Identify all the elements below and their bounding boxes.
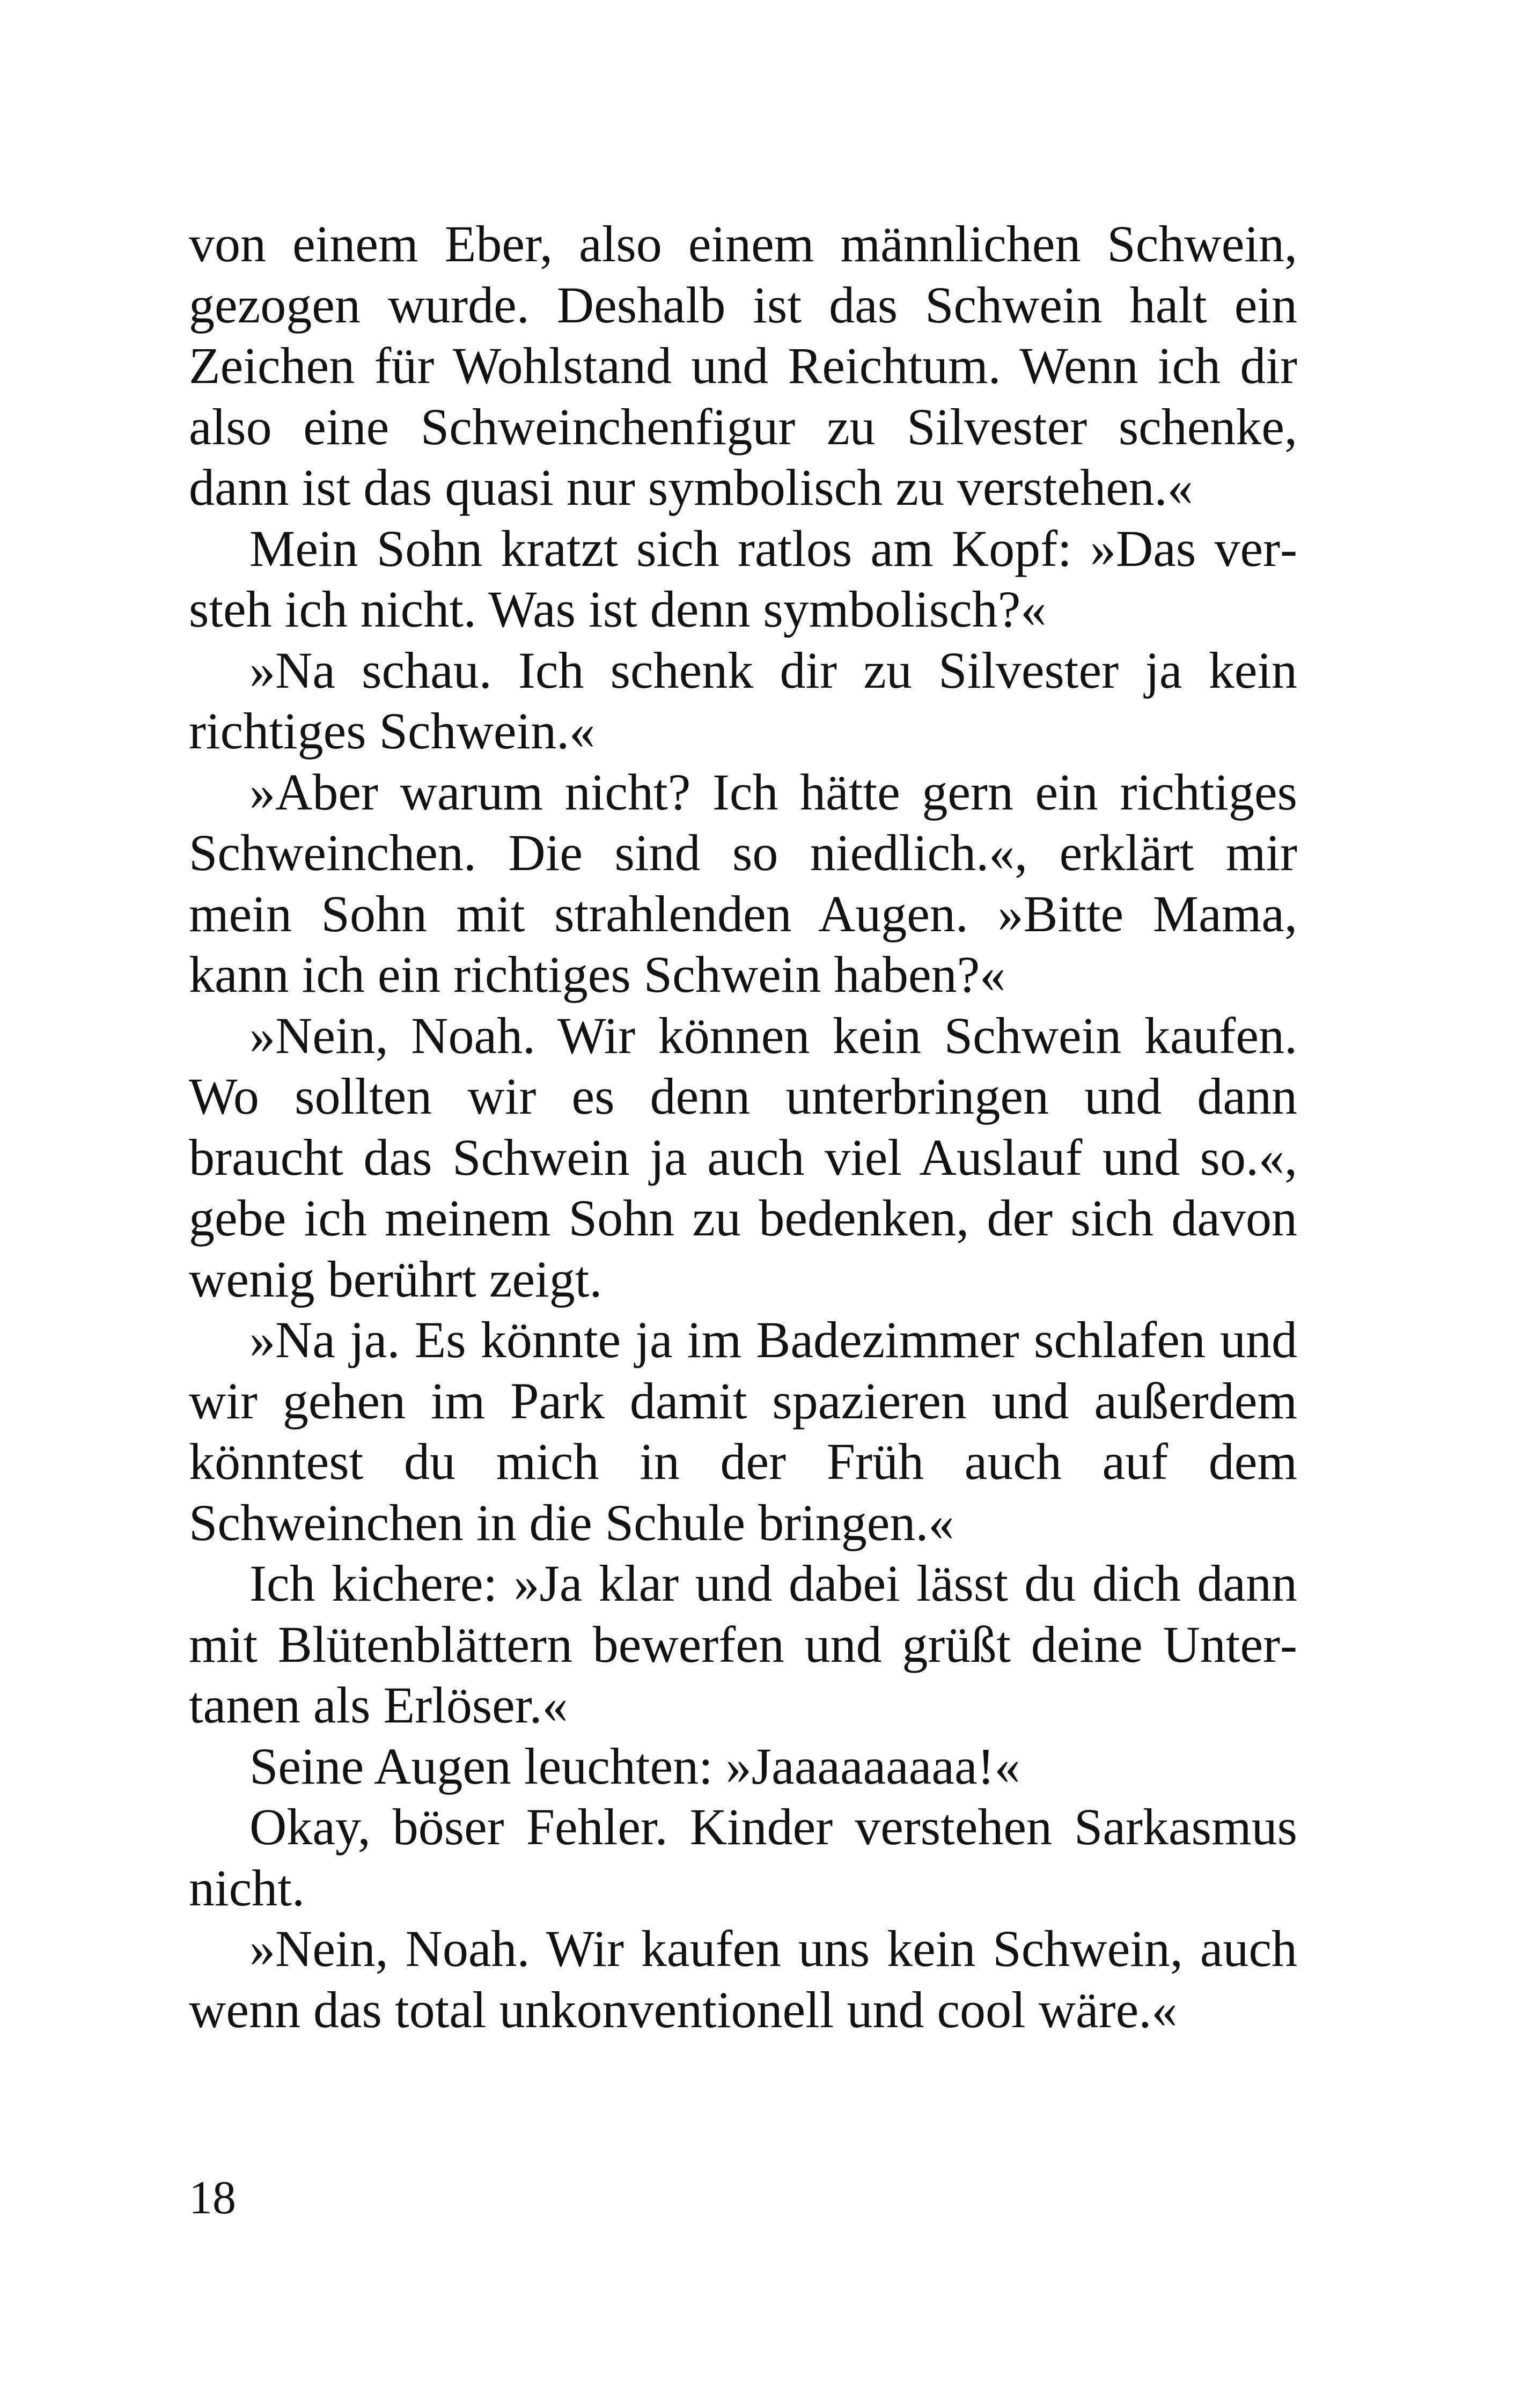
- paragraph: Seine Augen leuchten: »Jaaaaaaaaa!«: [249, 1737, 1020, 1795]
- paragraph: Ich kichere: »Ja klar und dabei lässt du dich dann mit Blütenblättern bewerfen und grüßt deine Untertanen als Erlöser.«: [189, 1555, 1297, 1734]
- paragraph: »Na ja. Es könnte ja im Badezimmer schlafen und wir gehen im Park damit spazieren und außerdem könntest du mich in der Früh auch auf dem Schweinchen in die Schule bringen.«: [189, 1311, 1297, 1551]
- paragraph: »Aber warum nicht? Ich hätte gern ein richtiges Schweinchen. Die sind so niedlich.«, erklärt mir mein Sohn mit strahlenden Augen. »Bitte Mama, kann ich ein richtiges Schwein haben?«: [189, 763, 1297, 1003]
- paragraph: »Na schau. Ich schenk dir zu Silvester ja kein richtiges Schwein.«: [189, 641, 1297, 760]
- body-text: [189, 213, 1297, 2040]
- paragraph: Okay, böser Fehler. Kinder verstehen Sarkasmus nicht.: [189, 1798, 1297, 1917]
- page-number: 18: [189, 2172, 236, 2224]
- paragraph: Mein Sohn kratzt sich ratlos am Kopf: »Das versteh ich nicht. Was ist denn symbolisch?«: [189, 519, 1297, 638]
- paragraph: »Nein, Noah. Wir können kein Schwein kaufen. Wo sollten wir es denn unterbringen und dann braucht das Schwein ja auch viel Auslauf und so.«, gebe ich meinem Sohn zu bedenken, der sich davon wenig berührt zeigt.: [189, 1006, 1297, 1308]
- paragraph: »Nein, Noah. Wir kaufen uns kein Schwein, auch wenn das total unkonventionell und cool wäre.«: [189, 1920, 1297, 2038]
- paragraph: von einem Eber, also einem männlichen Schwein, gezogen wurde. Deshalb ist das Schwein halt ein Zeichen für Wohlstand und Reichtum. Wenn ich dir also eine Schweinchenfigur zu Silvester schenke, dann ist das quasi nur symbolisch zu verstehen.«: [189, 215, 1297, 516]
